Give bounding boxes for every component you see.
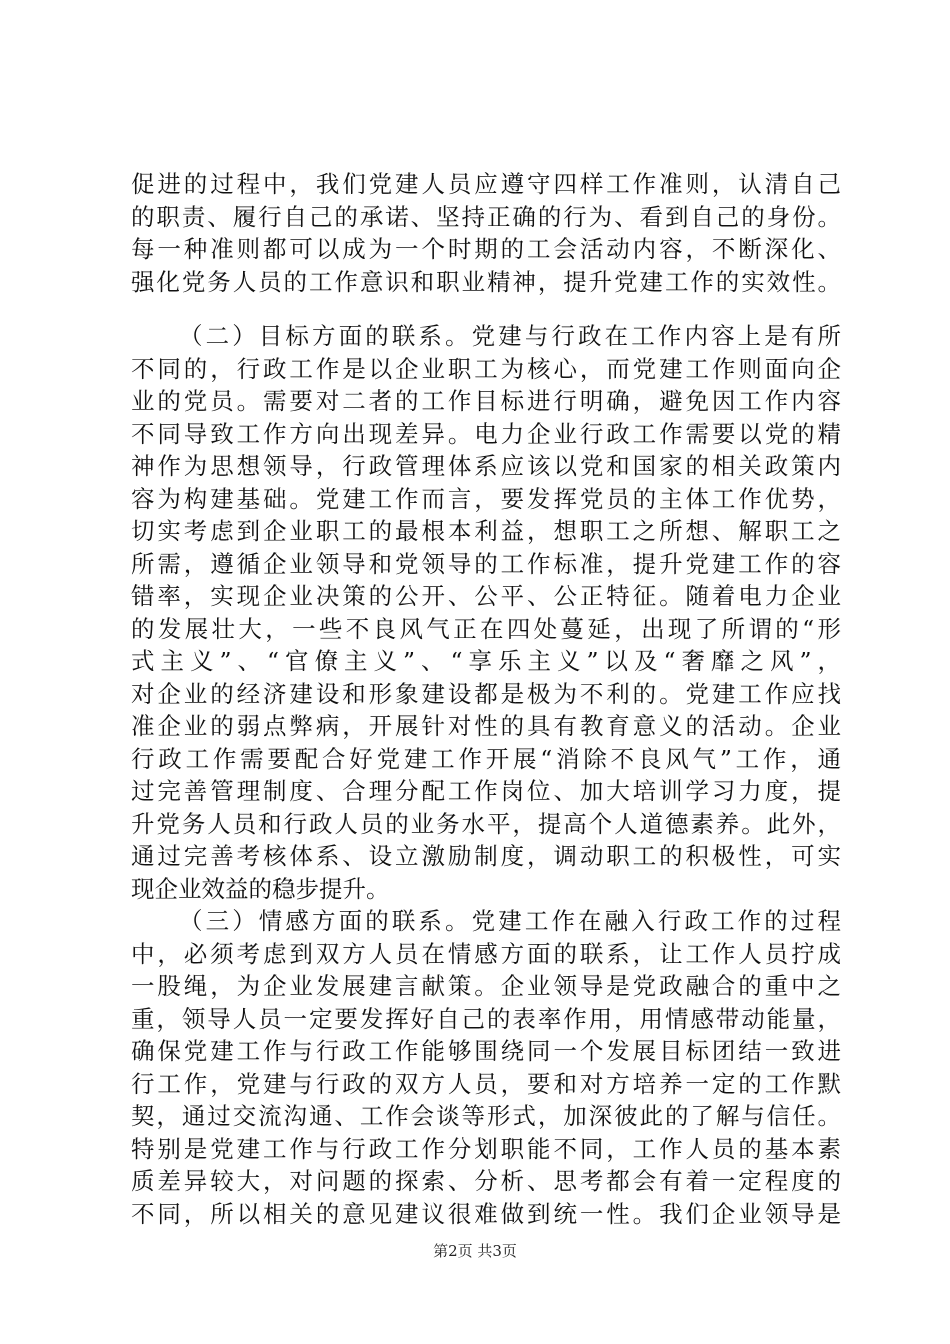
paragraph-heading-line: （二）目标方面的联系。党建与行政在工作内容上是有所 xyxy=(179,322,841,350)
text-line: 现企业效益的稳步提升。 xyxy=(131,874,390,903)
text-line: 不同，所以相关的意见建议很难做到统一性。我们企业领导是 xyxy=(131,1199,841,1228)
page-number: 第2页 共3页 xyxy=(433,1242,517,1260)
text-line: 行政工作需要配合好党建工作开展“消除不良风气”工作，通 xyxy=(131,744,841,773)
text-line: 业的党员。需要对二者的工作目标进行明确，避免因工作内容 xyxy=(131,387,841,415)
text-line: 切实考虑到企业职工的最根本利益，想职工之所想、解职工之 xyxy=(131,517,841,545)
text-line: 升党务人员和行政人员的业务水平，提高个人道德素养。此外， xyxy=(131,809,841,838)
text-line: 容为构建基础。党建工作而言，要发挥党员的主体工作优势， xyxy=(131,484,841,513)
text-line: 不同的，行政工作是以企业职工为核心，而党建工作则面向企 xyxy=(131,354,841,383)
paragraph-heading-line: （三）情感方面的联系。党建工作在融入行政工作的过程 xyxy=(179,907,841,935)
text-line: 一股绳，为企业发展建言献策。企业领导是党政融合的重中之 xyxy=(131,972,841,1000)
text-line: 中，必须考虑到双方人员在情感方面的联系，让工作人员拧成 xyxy=(131,939,841,968)
text-line: 准企业的弱点弊病，开展针对性的具有教育意义的活动。企业 xyxy=(131,712,841,740)
text-line: 所需，遵循企业领导和党领导的工作标准，提升党建工作的容 xyxy=(131,549,841,578)
document-body xyxy=(131,168,841,1230)
text-line: 行工作，党建与行政的双方人员，要和对方培养一定的工作默 xyxy=(131,1069,841,1098)
text-line: 强化党务人员的工作意识和职业精神，提升党建工作的实效性。 xyxy=(131,267,841,296)
text-line: 确保党建工作与行政工作能够围绕同一个发展目标团结一致进 xyxy=(131,1037,841,1065)
text-line: 契，通过交流沟通、工作会谈等形式，加深彼此的了解与信任。 xyxy=(131,1102,841,1130)
text-line: 的发展壮大，一些不良风气正在四处蔓延，出现了所谓的“形 xyxy=(131,614,841,643)
text-line: 的职责、履行自己的承诺、坚持正确的行为、看到自己的身份。 xyxy=(131,202,841,231)
text-line: 重，领导人员一定要发挥好自己的表率作用，用情感带动能量， xyxy=(131,1004,841,1033)
page-footer xyxy=(0,1240,950,1261)
text-line: 不同导致工作方向出现差异。电力企业行政工作需要以党的精 xyxy=(131,419,841,448)
text-line: 式主义”、“官僚主义”、“享乐主义”以及“奢靡之风”， xyxy=(131,647,841,675)
paragraph-gap xyxy=(131,298,841,320)
text-line: 对企业的经济建设和形象建设都是极为不利的。党建工作应找 xyxy=(131,679,841,708)
text-line: 通过完善考核体系、设立激励制度，调动职工的积极性，可实 xyxy=(131,842,841,870)
text-line: 错率，实现企业决策的公开、公平、公正特征。随着电力企业 xyxy=(131,582,841,610)
text-line: 质差异较大，对问题的探索、分析、思考都会有着一定程度的 xyxy=(131,1167,841,1195)
text-line: 每一种准则都可以成为一个时期的工会活动内容，不断深化、 xyxy=(131,235,841,263)
text-line: 促进的过程中，我们党建人员应遵守四样工作准则，认清自己 xyxy=(131,170,841,198)
text-line: 特别是党建工作与行政工作分划职能不同，工作人员的基本素 xyxy=(131,1134,841,1163)
text-line: 神作为思想领导，行政管理体系应该以党和国家的相关政策内 xyxy=(131,452,841,480)
text-line: 过完善管理制度、合理分配工作岗位、加大培训学习力度，提 xyxy=(131,777,841,805)
